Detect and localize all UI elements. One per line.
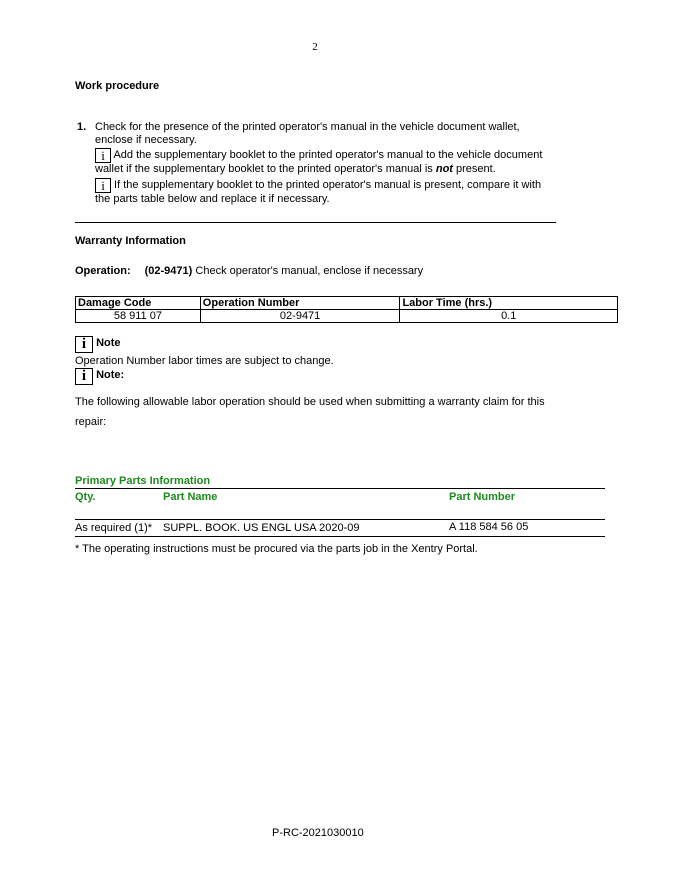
- operation-line: [75, 265, 423, 277]
- parts-title: Primary Parts Information: [75, 475, 211, 487]
- note-block-1: [75, 336, 121, 353]
- note1-line1: Add the supplementary booklet to the printed operator's manual to the vehicle document: [111, 149, 543, 161]
- parts-header-qty: Qty.: [75, 491, 96, 503]
- parts-row-name: SUPPL. BOOK. US ENGL USA 2020-09: [163, 522, 360, 534]
- note-text: Operation Number labor times are subject to change.: [75, 355, 334, 367]
- note2-line1: If the supplementary booklet to the printed operator's manual is present, compare it with: [111, 179, 542, 191]
- parts-top-rule: [75, 488, 605, 489]
- note1-line2-before: wallet if the supplementary booklet to the printed operator's manual is: [95, 163, 436, 175]
- note2-text-line2: repair:: [75, 416, 107, 428]
- table-row: [76, 310, 618, 323]
- page-number: 2: [312, 41, 318, 53]
- header-labor-time: Labor Time (hrs.): [400, 297, 618, 310]
- step-text-line1: Check for the presence of the printed operator's manual in the vehicle document wallet,: [95, 121, 520, 133]
- step-number: 1.: [77, 121, 87, 133]
- cell-operation-number: 02-9471: [200, 310, 400, 323]
- info-icon: i: [95, 178, 111, 193]
- parts-footnote: * The operating instructions must be procured via the parts job in the Xentry Portal.: [75, 543, 478, 555]
- parts-header-name: Part Name: [163, 491, 218, 503]
- info-icon: i: [75, 368, 93, 385]
- cell-damage-code: 58 911 07: [76, 310, 201, 323]
- step-text-line2: enclose if necessary.: [95, 134, 197, 146]
- warranty-table-header: [76, 297, 618, 310]
- warranty-heading: Warranty Information: [75, 235, 186, 247]
- note2-line2: the parts table below and replace it if necessary.: [95, 193, 330, 205]
- note2-text: [75, 392, 595, 432]
- operation-description: Check operator's manual, enclose if necessary: [192, 265, 424, 277]
- note-title: Note: [96, 337, 121, 349]
- parts-bottom-rule: [75, 536, 605, 537]
- operation-code: (02-9471): [144, 265, 193, 277]
- parts-row-qty: As required (1)*: [75, 522, 153, 534]
- info-note-1: [95, 148, 565, 176]
- info-icon: i: [95, 148, 111, 163]
- note1-line2-after: present.: [452, 163, 496, 175]
- header-damage-code: Damage Code: [76, 297, 201, 310]
- note2-title: Note:: [96, 369, 125, 381]
- section-divider: [75, 222, 556, 223]
- header-operation-number: Operation Number: [200, 297, 400, 310]
- note2-text-line1: The following allowable labor operation should be used when submitting a warranty claim for this: [75, 396, 545, 408]
- info-icon: i: [75, 336, 93, 353]
- note-block-2: [75, 368, 124, 385]
- parts-header-rule: [75, 519, 605, 520]
- footer-code: P-RC-2021030010: [272, 827, 364, 839]
- warranty-table: [75, 296, 618, 323]
- note1-emphasis: not: [435, 163, 453, 175]
- info-note-2: [95, 178, 565, 206]
- parts-header-number: Part Number: [449, 491, 516, 503]
- parts-row-number: A 118 584 56 05: [449, 521, 529, 533]
- cell-labor-time: 0.1: [400, 310, 618, 323]
- step-text: [95, 121, 565, 147]
- operation-label: Operation:: [75, 265, 131, 277]
- work-procedure-heading: Work procedure: [75, 80, 160, 92]
